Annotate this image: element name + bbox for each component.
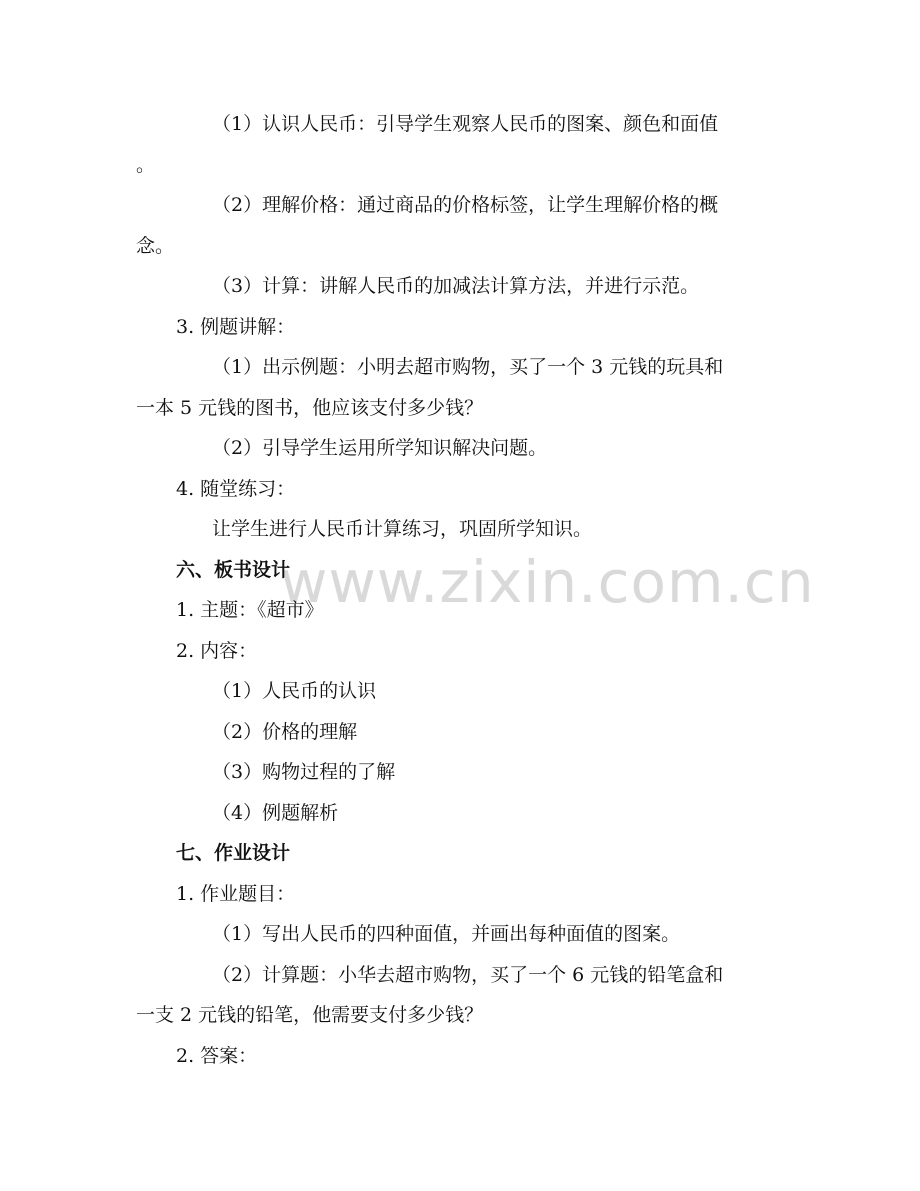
list-item: 2. 内容： [176,640,258,662]
paragraph-line: （2）引导学生运用所学知识解决问题。 [212,437,548,459]
paragraph-line: 让学生进行人民币计算练习，巩固所学知识。 [212,518,593,540]
paragraph-line: （1）出示例题：小明去超市购物，买了一个 3 元钱的玩具和 [212,356,724,378]
list-item: 3. 例题讲解： [176,316,296,338]
list-item: （1）人民币的认识 [212,680,377,702]
section-heading: 六、板书设计 [176,559,291,581]
section-heading: 七、作业设计 [176,842,291,864]
list-item: 2. 答案： [176,1045,258,1067]
list-item: 4. 随堂练习： [176,478,296,500]
paragraph-line: （1）认识人民币：引导学生观察人民币的图案、颜色和面值 [212,113,719,135]
paragraph-line: （2）理解价格：通过商品的价格标签，让学生理解价格的概 [212,194,719,216]
paragraph-line: （1）写出人民币的四种面值，并画出每种面值的图案。 [212,923,681,945]
paragraph-line: 一支 2 元钱的铅笔，他需要支付多少钱？ [136,1004,484,1026]
paragraph-line: 一本 5 元钱的图书，他应该支付多少钱？ [136,397,484,419]
list-item: （4）例题解析 [212,802,339,824]
list-item: 1. 作业题目： [176,883,296,905]
paragraph-line: 念。 [136,235,175,257]
paragraph-line: 。 [136,154,156,176]
paragraph-line: （2）计算题：小华去超市购物，买了一个 6 元钱的铅笔盒和 [212,964,724,986]
list-item: 1. 主题：《超市》 [176,599,324,621]
list-item: （2）价格的理解 [212,721,358,743]
paragraph-line: （3）计算：讲解人民币的加减法计算方法，并进行示范。 [212,275,700,297]
list-item: （3）购物过程的了解 [212,761,396,783]
watermark: www.zixin.com.cn [280,548,815,616]
